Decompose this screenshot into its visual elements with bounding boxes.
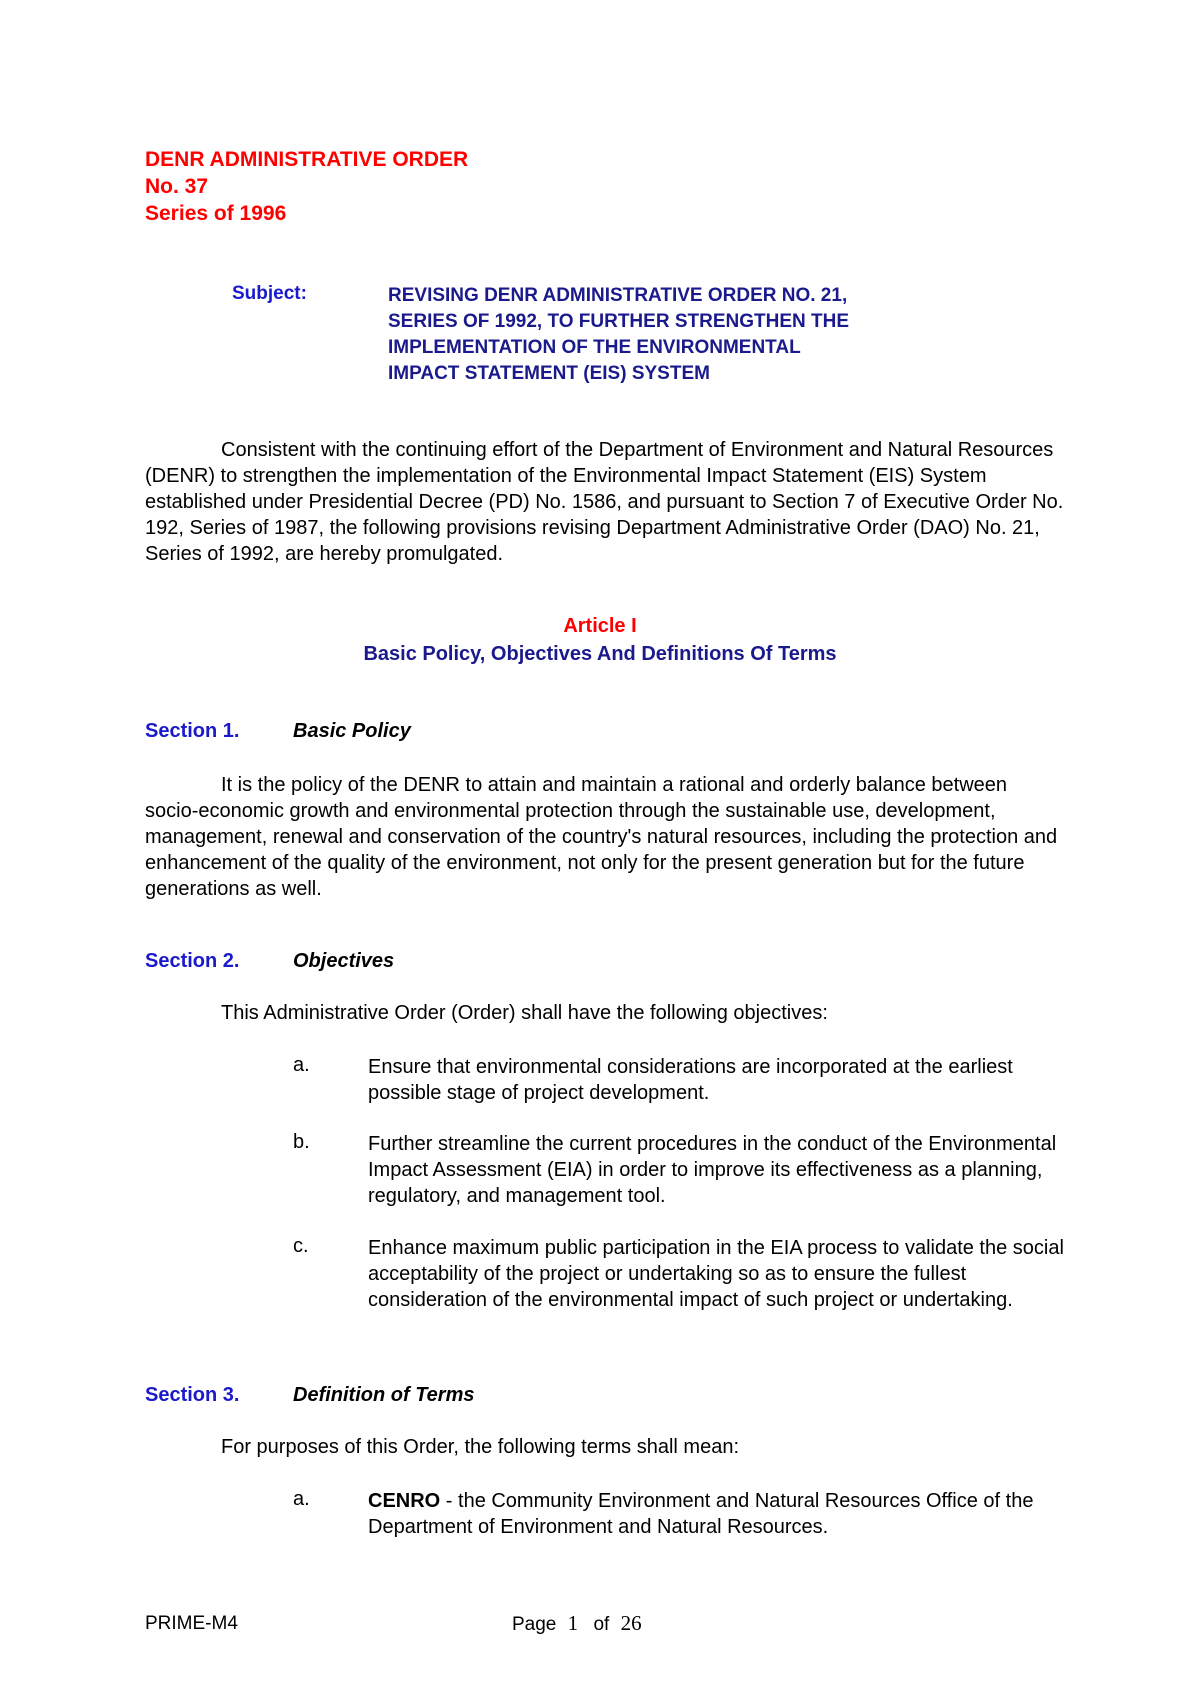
objective-c-letter: c.	[293, 1235, 309, 1257]
section-1-number: Section 1.	[145, 720, 240, 742]
order-title: DENR ADMINISTRATIVE ORDER	[145, 148, 469, 171]
total-pages: 26	[620, 1611, 642, 1635]
subject-line: REVISING DENR ADMINISTRATIVE ORDER NO. 21,	[388, 285, 848, 306]
order-series: Series of 1996	[145, 202, 287, 225]
definition-a-term: CENRO	[368, 1490, 441, 1512]
section-3-number: Section 3.	[145, 1384, 240, 1406]
page-label: Page	[512, 1614, 557, 1635]
order-number: No. 37	[145, 175, 209, 198]
section-1-body: It is the policy of the DENR to attain and maintain a rational and orderly balance between socio-economic growth and environmental protection through the sustainable use, development, management, renewal and conservation of the country's natural resources, including the protection and enhancement of the quality of the environment, not only for the present generation but for the future generations as well.	[145, 774, 1058, 900]
section-2-lead: This Administrative Order (Order) shall have the following objectives:	[221, 1002, 828, 1024]
order-header	[145, 146, 468, 227]
objective-b-text: Further streamline the current procedures in the conduct of the Environmental Impact Assessment (EIA) in order to improve its effectiveness as a planning, regulatory, and management tool.	[368, 1133, 1057, 1207]
section-3-title: Definition of Terms	[293, 1384, 475, 1406]
subject-line: IMPLEMENTATION OF THE ENVIRONMENTAL	[388, 337, 801, 358]
definition-a	[368, 1488, 1068, 1540]
objective-a-letter: a.	[293, 1054, 310, 1076]
section-2-title: Objectives	[293, 950, 395, 972]
objective-c-text: Enhance maximum public participation in the EIA process to validate the social acceptability of the project or undertaking so as to ensure the fullest consideration of the environmental impact of such project or undertaking.	[368, 1237, 1064, 1311]
definition-a-letter: a.	[293, 1488, 310, 1510]
section-2-number: Section 2.	[145, 950, 240, 972]
footer-doc-code: PRIME-M4	[145, 1613, 238, 1634]
of-label: of	[593, 1614, 610, 1635]
objective-b-letter: b.	[293, 1131, 310, 1153]
subject-line: IMPACT STATEMENT (EIS) SYSTEM	[388, 363, 710, 384]
intro-paragraph: Consistent with the continuing effort of the Department of Environment and Natural Resources (DENR) to strengthen the implementation of the Environmental Impact Statement (EIS) System established under Presidential Decree (PD) No. 1586, and pursuant to Section 7 of Executive Order No. 192, Series of 1987, the following provisions revising Department Administrative Order (DAO) No. 21, Series of 1992, are hereby promulgated.	[145, 439, 1064, 565]
subject-label: Subject:	[232, 283, 307, 304]
article-number: Article I	[563, 615, 637, 637]
subject-text	[388, 283, 1008, 387]
definition-a-text: - the Community Environment and Natural Resources Office of the Department of Environment and Natural Resources.	[368, 1490, 1034, 1538]
subject-line: SERIES OF 1992, TO FURTHER STRENGTHEN THE	[388, 311, 850, 332]
footer-page-indicator	[512, 1611, 642, 1636]
section-1-title: Basic Policy	[293, 720, 411, 742]
objective-a-text: Ensure that environmental considerations are incorporated at the earliest possible stage of project development.	[368, 1056, 1013, 1104]
article-title: Basic Policy, Objectives And Definitions Of Terms	[363, 643, 837, 665]
page-number: 1	[567, 1611, 579, 1635]
section-3-lead: For purposes of this Order, the following terms shall mean:	[221, 1436, 740, 1458]
